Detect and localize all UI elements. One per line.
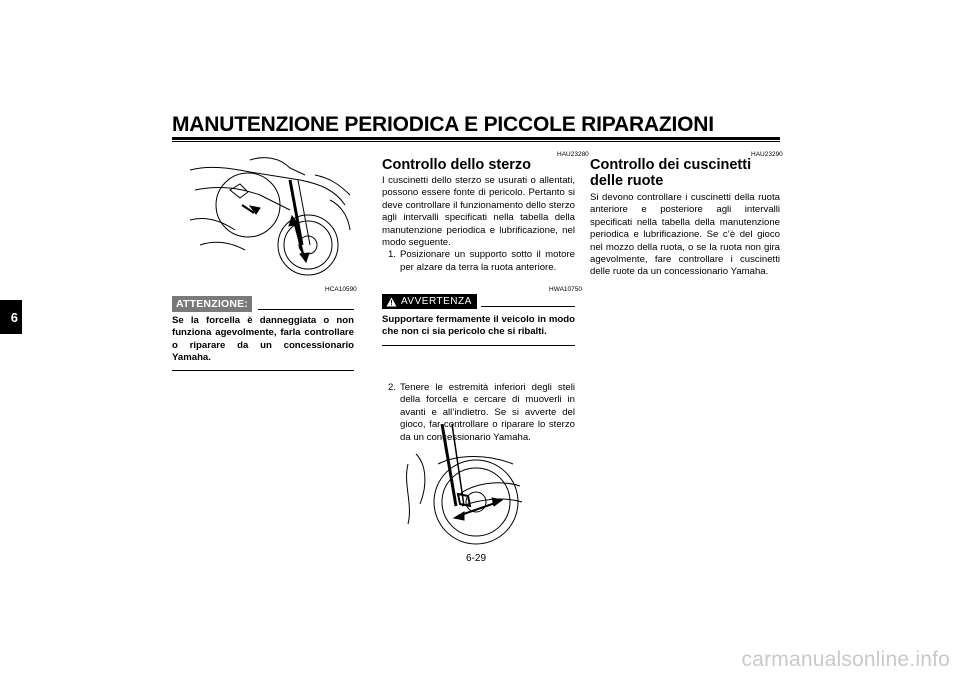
figure-code: HCA10590 — [325, 286, 357, 293]
page-number: 6-29 — [466, 553, 487, 564]
caution-label: ATTENZIONE: — [172, 296, 252, 312]
wheel-bearing-text: Si devono controllare i cuscinetti della ruota anteriore e posteriore agli intervalli specificati nella tabella della manutenzione periodica e lubrificazione. Se c’è del gioco nel mozzo della ruota, o se la ruota non gira agevolmente, fare controllare i cuscinetti delle ruote da un concessionario Yamaha. — [590, 192, 780, 278]
caution-bottom-rule — [172, 370, 354, 371]
watermark: carmanualsonline.info — [741, 648, 950, 671]
step-1-text: Posizionare un supporto sotto il motore per alzare da terra la ruota anteriore. — [400, 249, 575, 273]
chapter-tab — [0, 300, 22, 334]
caution-top-rule — [258, 309, 354, 310]
title-rule — [172, 137, 780, 140]
steering-section — [382, 157, 575, 274]
warning-block — [382, 294, 575, 346]
page-title: MANUTENZIONE PERIODICA E PICCOLE RIPARAZIONI — [172, 113, 714, 136]
caution-text: Se la forcella è danneggiata o non funziona agevolmente, farla controllare o riparare da un concessionario Yamaha. — [172, 315, 354, 364]
step-2-text: Tenere le estremità inferiori degli steli della forcella e cercare di muoverli in avanti e all’indietro. Se si avverte del gioco, far controllare o riparare lo sterzo da un concessionario Yamaha. — [400, 382, 575, 443]
fork-compression-drawing — [190, 150, 360, 280]
section-code: HAU23280 — [557, 151, 589, 158]
step-1-number: 1. — [388, 249, 397, 261]
title-rule-thin — [172, 141, 780, 142]
warning-triangle-icon — [386, 297, 397, 307]
section-intro: I cuscinetti dello sterzo se usurati o allentati, possono essere fonte di pericolo. Pertanto si deve controllare il funzionamento dello sterzo agli intervalli specificati nella tabella della manutenzione periodica e lubrificazione, nel modo seguente. — [382, 175, 575, 249]
caution-block — [172, 296, 354, 371]
section-code-wheels: HAU23290 — [751, 151, 783, 158]
fork-illustration — [190, 150, 360, 280]
chapter-number: 6 — [10, 309, 18, 325]
section-heading: Controllo dello sterzo — [382, 157, 532, 173]
steering-check-drawing — [398, 424, 528, 546]
wheel-bearing-section — [590, 157, 780, 279]
warning-code: HWA10750 — [549, 286, 582, 293]
warning-top-rule — [481, 306, 575, 307]
step-2-number: 2. — [388, 382, 397, 393]
step-1 — [388, 249, 575, 274]
warning-text: Supportare fermamente il veicolo in modo che non ci sia pericolo che si ribalti. — [382, 314, 575, 338]
steering-illustration — [398, 424, 528, 546]
section-heading-wheels: Controllo dei cuscinetti delle ruote — [590, 157, 752, 189]
warning-label-text: AVVERTENZA — [401, 296, 472, 307]
warning-bottom-rule — [382, 345, 575, 346]
warning-label — [382, 294, 477, 309]
